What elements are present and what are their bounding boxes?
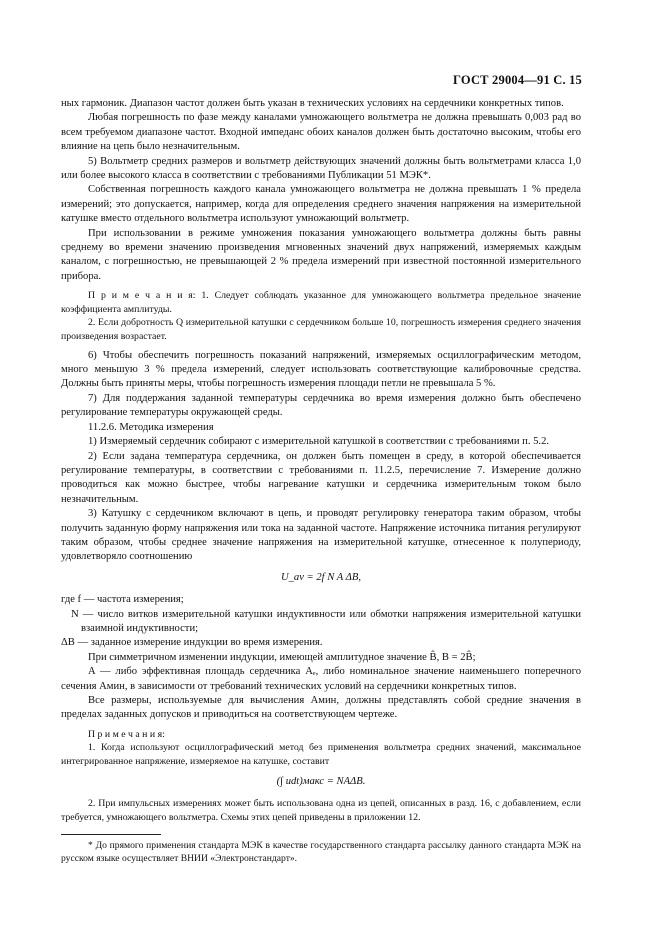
paragraph-w1: где f — частота измерения;: [61, 594, 184, 606]
paragraph-p4: Собственная погрешность каждого канала умножающего вольтметра не должна превышать 1 % предела измерений; это допускается, например, когда для определения среднего значения напряжения на измерительной катушке вместо отдельного вольтметра используют умножающий вольтметр.: [61, 184, 581, 225]
paragraph-p9: 7) Для поддержания заданной температуры сердечника во время измерения должно быть обеспечено регулирование температуры окружающей среды.: [61, 392, 581, 419]
paragraph-w3: ΔB — заданное измерение индукции во время измерения.: [61, 637, 323, 649]
paragraph-q5: 1. Когда используют осциллографический метод без применения вольтметра средних значений, максимальное интегрированное напряжение, измеряемое на катушке, составит: [61, 742, 581, 767]
footnote-divider: [61, 834, 161, 835]
paragraph-block-1: [61, 97, 581, 565]
paragraph-p8: 6) Чтобы обеспечить погрешность показаний напряжений, измеряемых осциллографическим методом, много меньшую 3 % предела измерений, следует использовать соответствующие калибровочные средства. Должны быть приняты меры, чтобы погрешность измерения площади петли не превышала 5 %.: [61, 349, 581, 390]
paragraph-p11: 1) Измеряемый сердечник собирают с измерительной катушкой в соответствии с требованиями п. 5.2.: [88, 436, 550, 448]
paragraph-p2: Любая погрешность по фазе между каналами умножающего вольтметра не должна превышать 0,003 рад во всем требуемом диапазоне частот. Входной импеданс обоих каналов должен быть достаточно высоким, чтобы его влияние на цепь было незначительным.: [61, 112, 581, 153]
paragraph-w2: N — число витков измерительной катушки индуктивности или обмотки напряжения измерительной катушки взаимной индуктивности;: [71, 608, 581, 634]
paragraph-q2: A — либо эффективная площадь сердечника Aₑ, либо номинальное значение наименьшего поперечного сечения Aмин, в зависимости от требований технических условий на сердечники конкретных типов.: [61, 666, 581, 692]
paragraph-p6: П р и м е ч а н и я: 1. Следует соблюдать указанное для умножающего вольтметра предельное значение коэффициента амплитуды.: [61, 290, 581, 315]
paragraph-block-2: [61, 651, 581, 769]
paragraph-p13: 3) Катушку с сердечником включают в цепь, и проводят регулировку генератора таким образом, чтобы получить заданную форму напряжения или тока на заданной частоте. Напряжение источника питания регулируют таким образом, чтобы среднее значение напряжения на измерительной катушке, отнесенное к полупериоду, удовлетворяло соотношению: [61, 508, 581, 563]
paragraph-r1: 2. При импульсных измерениях может быть использована одна из цепей, описанных в разд. 16, с добавлением, если требуется, умножающего вольтметра. Схемы этих цепей приведены в приложении 12.: [61, 798, 581, 823]
formula-integrated-voltage: (∫ udt)макс = NAΔB.: [276, 775, 366, 787]
document-body: [61, 97, 581, 865]
paragraph-p12: 2) Если задана температура сердечника, он должен быть помещен в среду, в которой обеспечивается регулирование температуры, в соответствии с требованиями п. 11.2.5, перечисление 7. Измерение должно проводиться как можно быстрее, чтобы нагревание катушки и сердечника измерительным током было незначительным.: [61, 450, 581, 505]
paragraph-q4: П р и м е ч а н и я:: [88, 728, 165, 740]
footnote: * До прямого применения стандарта МЭК в качестве государственного стандарта рассылку данного стандарта МЭК на русском языке осуществляет ВНИИ «Электронстандарт».: [61, 840, 581, 865]
formula-average-voltage: U_av = 2f N A ΔB,: [280, 571, 362, 583]
paragraph-p10: 11.2.6. Методика измерения: [88, 421, 214, 433]
paragraph-p3: 5) Вольтметр средних размеров и вольтметр действующих значений должны быть вольтметрами класса 1,0 или более высокого класса в соответствии с требованиями Публикации 51 МЭК*.: [61, 155, 581, 182]
paragraph-p5: При использовании в режиме умножения показания умножающего вольтметра должны быть равны среднему во времени значению произведения мгновенных значений двух напряжений, измеряемых каждым каналом, с погрешностью, не превышающей 2 % предела измерений при известной постоянной измерительного прибора.: [61, 227, 581, 282]
paragraph-q1: При симметричном изменении индукции, имеющей амплитудное значение B̂, B = 2B̂;: [88, 651, 476, 663]
paragraph-p7: 2. Если добротность Q измерительной катушки с сердечником больше 10, погрешность измерения среднего значения произведения возрастает.: [61, 317, 581, 343]
paragraph-block-3: [61, 797, 581, 824]
formula-legend: [61, 593, 581, 651]
page-header: ГОСТ 29004—91 С. 15: [453, 73, 582, 87]
paragraph-q3: Все размеры, используемые для вычисления Aмин, должны представлять собой средние значения в пределах заданных допусков и приводиться на соответствующем чертеже.: [61, 695, 581, 721]
paragraph-p1: ных гармоник. Диапазон частот должен быть указан в технических условиях на сердечники конкретных типов.: [61, 98, 564, 109]
